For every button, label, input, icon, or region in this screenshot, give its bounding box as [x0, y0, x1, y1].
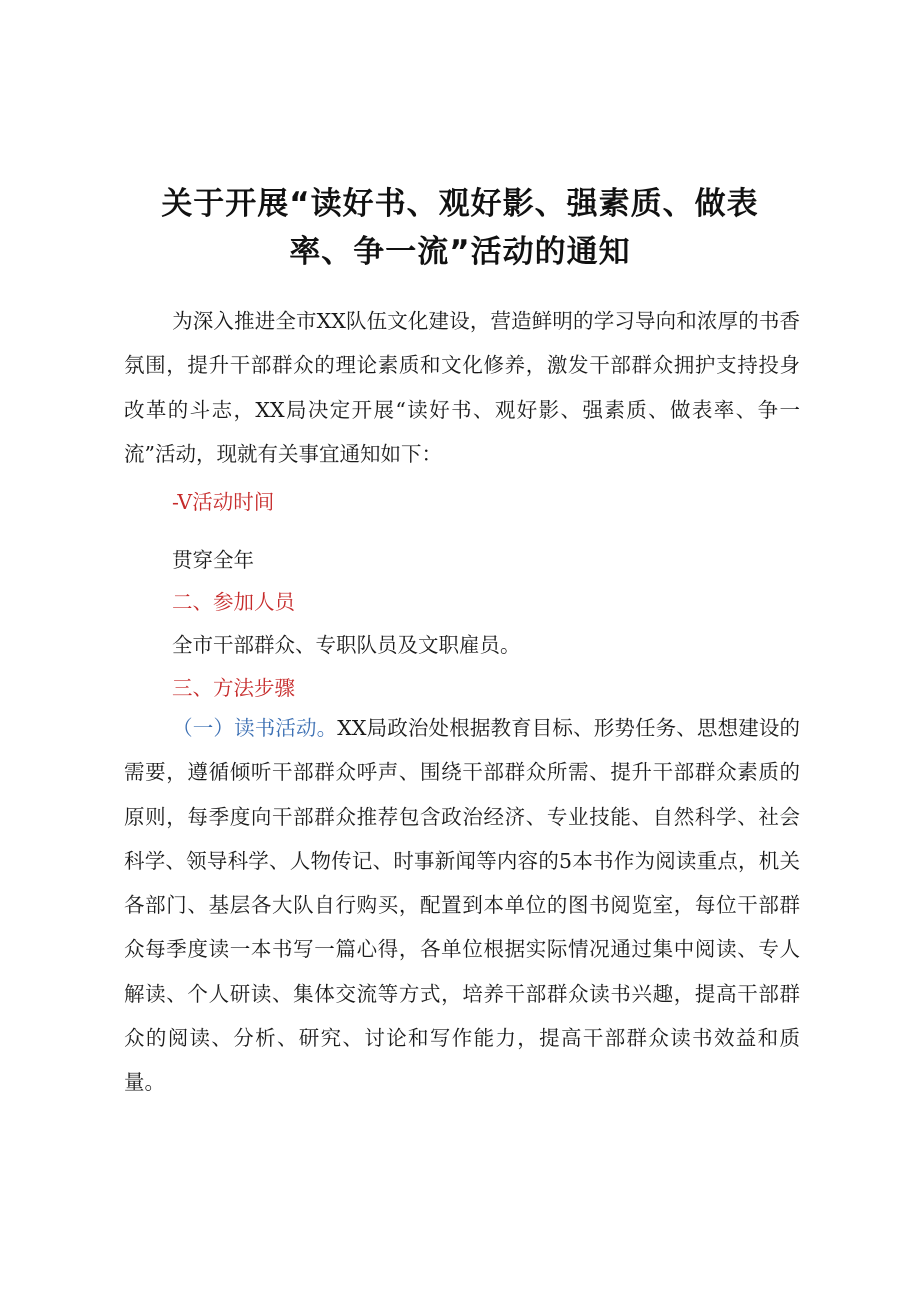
section-heading-methods: 三、方法步骤	[172, 676, 295, 700]
subsection-label-reading: （一）读书活动。	[172, 716, 338, 740]
reading-activity-text: XX局政治处根据教育目标、形势任务、思想建设的需要，遵循倾听干部群众呼声、围绕干部群众所需、提升干部群众素质的原则，每季度向干部群众推荐包含政治经济、专业技能、自然科学、社会科学、领导科学、人物传记、时事新闻等内容的5本书作为阅读重点，机关各部门、基层各大队自行购买，配置到本单位的图书阅览室，每位干部群众每季度读一本书写一篇心得，各单位根据实际情况通过集中阅读、专人解读、个人研读、集体交流等方式，培养干部群众读书兴趣，提高干部群众的阅读、分析、研究、讨论和写作能力，提高干部群众读书效益和质量。	[124, 716, 801, 1095]
section-text-activity-time: 贯穿全年	[172, 548, 254, 572]
section-heading-participants: 二、参加人员	[172, 590, 295, 614]
intro-text: 为深入推进全市XX队伍文化建设，营造鲜明的学习导向和浓厚的书香氛围，提升干部群众的理论素质和文化修养，激发干部群众拥护支持投身改革的斗志，XX局决定开展“读好书、观好影、强素质、做表率、争一流”活动，现就有关事宜通知如下：	[124, 309, 800, 466]
document-title-line-1: 关于开展“读好书、观好影、强素质、做表	[161, 186, 759, 222]
reading-activity-paragraph	[124, 706, 800, 1105]
section-heading-activity-time: -V活动时间	[172, 490, 275, 514]
section-text-participants: 全市干部群众、专职队员及文职雇员。	[172, 633, 521, 657]
document-title-line-2: 率、争一流”活动的通知	[289, 234, 631, 270]
intro-paragraph	[124, 299, 800, 476]
